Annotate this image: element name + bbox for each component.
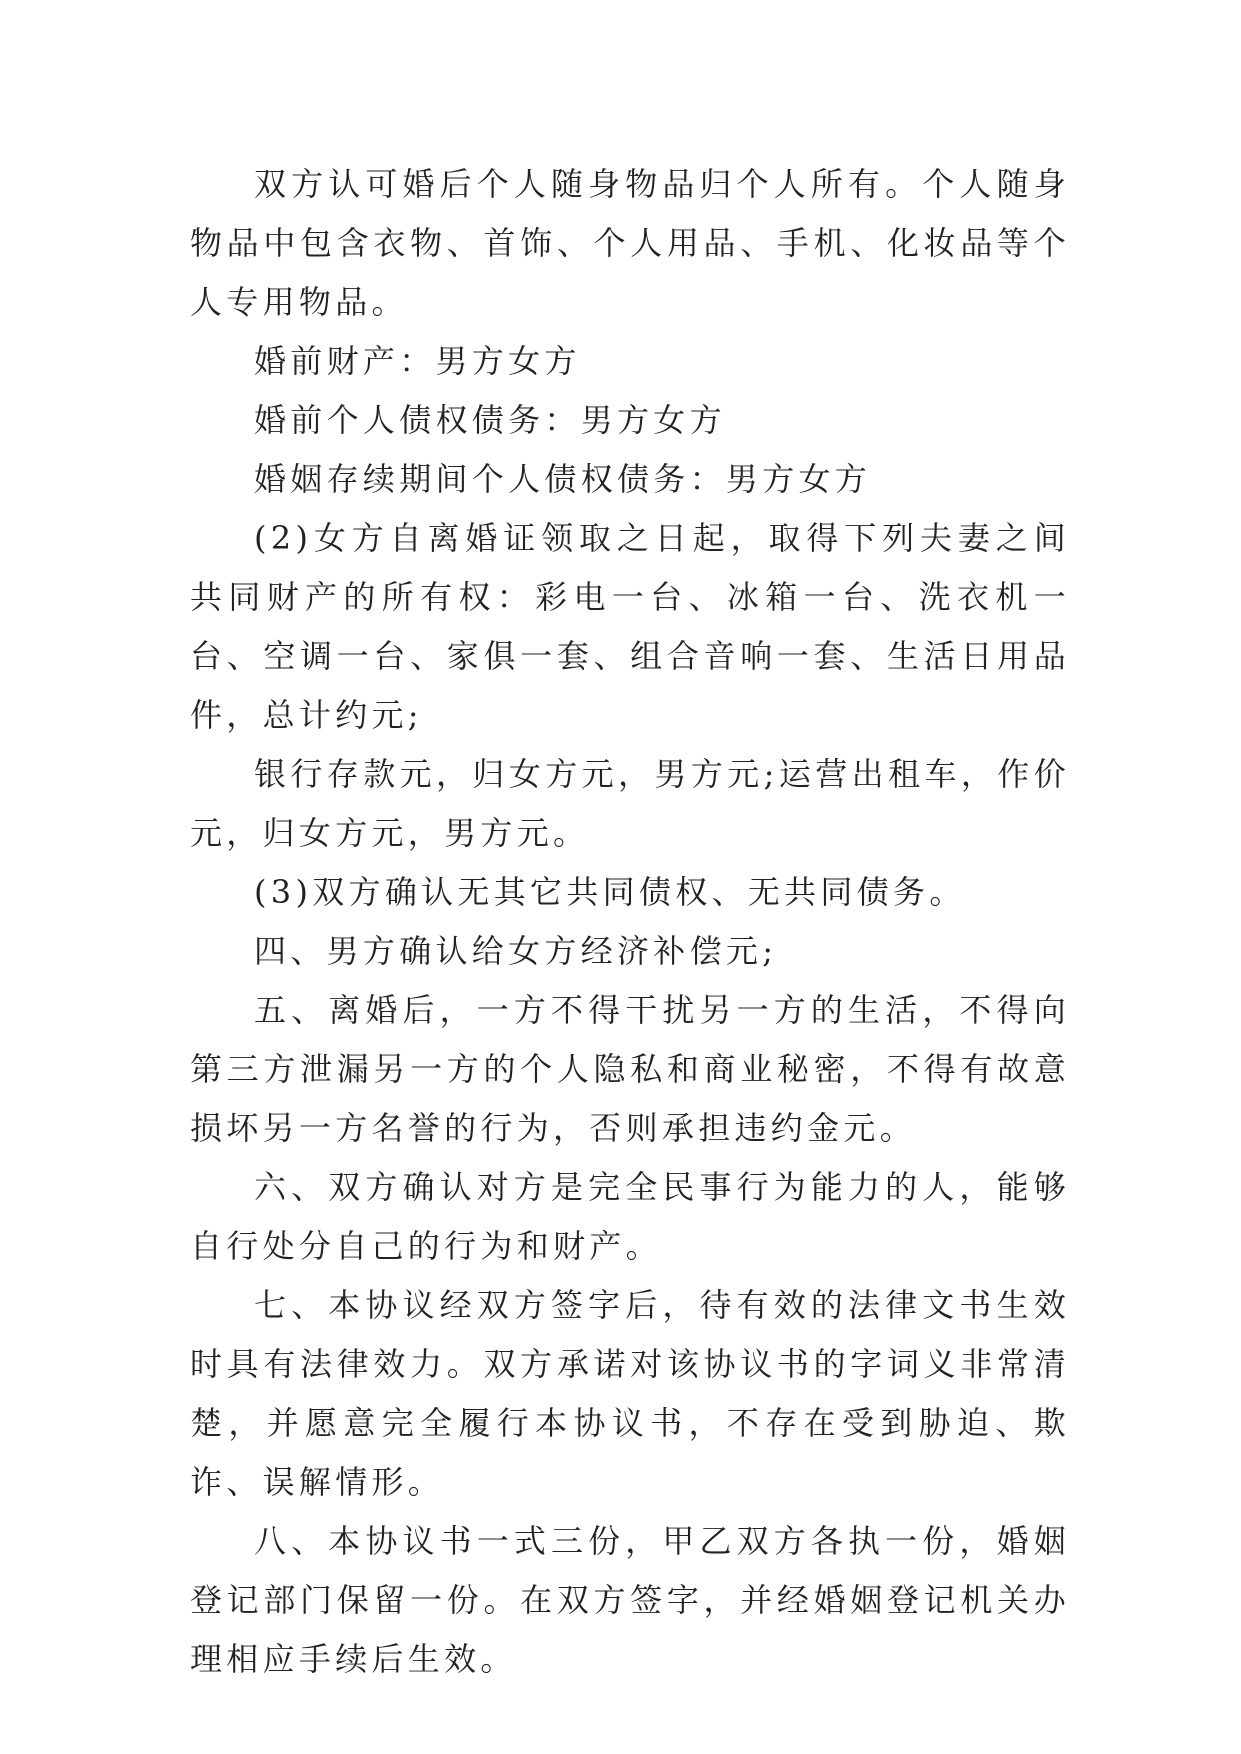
paragraph-article-8: 八、本协议书一式三份，甲乙双方各执一份，婚姻登记部门保留一份。在双方签字，并经婚姻登记机关办理相应手续后生效。 [190,1522,1070,1678]
paragraph-premarital-debts: 婚前个人债权债务：男方女方 [254,401,726,439]
paragraph-bank-deposits: 银行存款元，归女方元，男方元;运营出租车，作价元，归女方元，男方元。 [190,755,1070,852]
paragraph-personal-items: 双方认可婚后个人随身物品归个人所有。个人随身物品中包含衣物、首饰、个人用品、手机、化妆品等个人专用物品。 [190,165,1070,321]
document-body [190,155,1070,1689]
paragraph-article-4: 四、男方确认给女方经济补偿元; [254,932,778,970]
paragraph-clause-2: (2)女方自离婚证领取之日起，取得下列夫妻之间共同财产的所有权：彩电一台、冰箱一台、洗衣机一台、空调一台、家俱一套、组合音响一套、生活日用品件，总计约元; [190,519,1070,734]
paragraph-article-5: 五、离婚后，一方不得干扰另一方的生活，不得向第三方泄漏另一方的个人隐私和商业秘密，不得有故意损坏另一方名誉的行为，否则承担违约金元。 [190,991,1070,1147]
paragraph-premarital-property: 婚前财产：男方女方 [254,342,581,380]
paragraph-article-6: 六、双方确认对方是完全民事行为能力的人，能够自行处分自己的行为和财产。 [190,1168,1070,1265]
paragraph-clause-3: (3)双方确认无其它共同债权、无共同债务。 [254,873,966,911]
paragraph-marriage-debts: 婚姻存续期间个人债权债务：男方女方 [254,460,872,498]
paragraph-article-7: 七、本协议经双方签字后，待有效的法律文书生效时具有法律效力。双方承诺对该协议书的字词义非常清楚，并愿意完全履行本协议书，不存在受到胁迫、欺诈、误解情形。 [190,1286,1070,1501]
